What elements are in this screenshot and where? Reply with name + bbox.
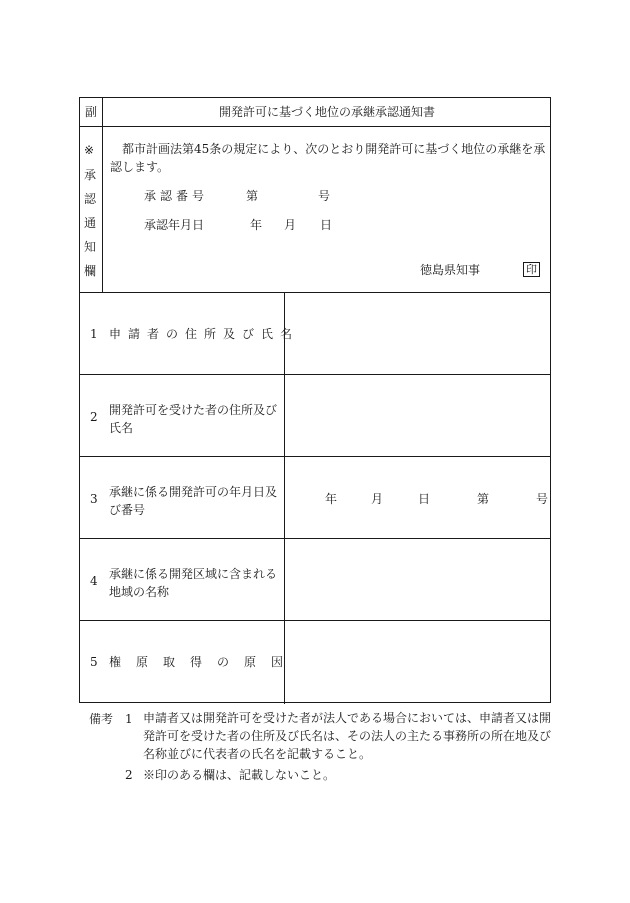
copy-mark: 副 (85, 105, 98, 119)
note-number: 2 (125, 768, 133, 782)
row-number: 5 (90, 655, 98, 669)
row-label: 承継に係る開発区域に含まれる地域の名称 (109, 567, 278, 599)
side-char: 欄 (84, 264, 97, 278)
permit-number-suffix: 号 (536, 492, 549, 506)
permit-date-month: 月 (371, 492, 384, 506)
document-title: 開発許可に基づく地位の承継承認通知書 (218, 105, 435, 119)
item-column-divider (284, 292, 285, 704)
row-number: 3 (90, 492, 98, 506)
approval-side-divider (102, 98, 103, 292)
notes-heading: 備考 (89, 712, 114, 726)
approval-date-day: 日 (320, 218, 333, 232)
permit-number-prefix: 第 (477, 492, 490, 506)
row-divider (80, 374, 550, 375)
permit-date-year: 年 (325, 492, 338, 506)
row-number: 1 (90, 327, 98, 341)
row-label: 開発許可を受けた者の住所及び氏名 (109, 403, 278, 435)
side-char: 認 (84, 192, 97, 206)
row-label: 申請者の住所及び氏名 (109, 327, 300, 341)
approval-date-label: 承認年月日 (144, 218, 205, 232)
approval-date-year: 年 (250, 218, 263, 232)
row-number: 2 (90, 410, 98, 424)
side-char: 承 (84, 168, 97, 182)
notice-form (79, 97, 551, 703)
row-divider (80, 620, 550, 621)
side-char: 知 (84, 240, 97, 254)
approval-date-month: 月 (284, 218, 297, 232)
row-label: 権原取得の原因 (109, 655, 299, 669)
note-number: 1 (125, 712, 133, 726)
row-number: 4 (90, 574, 98, 588)
header-divider (80, 126, 550, 127)
side-char: 通 (84, 216, 97, 230)
signer-name: 徳島県知事 (420, 263, 481, 277)
row-divider (80, 538, 550, 539)
approval-bottom-divider (80, 292, 550, 293)
approval-number-label: 承認番号 (144, 189, 209, 203)
reference-mark: ※ (84, 143, 95, 157)
note-text: 申請者又は開発許可を受けた者が法人である場合においては、申請者又は開発許可を受けた者の住所及び氏名は、その法人の主たる事務所の所在地及び名称並びに代表者の氏名を記載すること。 (143, 711, 552, 761)
row-divider (80, 456, 550, 457)
approval-number-prefix: 第 (246, 189, 259, 203)
permit-date-day: 日 (418, 492, 431, 506)
row-label: 承継に係る開発許可の年月日及び番号 (109, 485, 278, 517)
approval-number-suffix: 号 (318, 189, 331, 203)
seal-mark: 印 (523, 262, 540, 277)
note-text: ※印のある欄は、記載しないこと。 (143, 768, 336, 782)
approval-statement: 都市計画法第45条の規定により、次のとおり開発許可に基づく地位の承継を承認します。 (110, 142, 546, 174)
